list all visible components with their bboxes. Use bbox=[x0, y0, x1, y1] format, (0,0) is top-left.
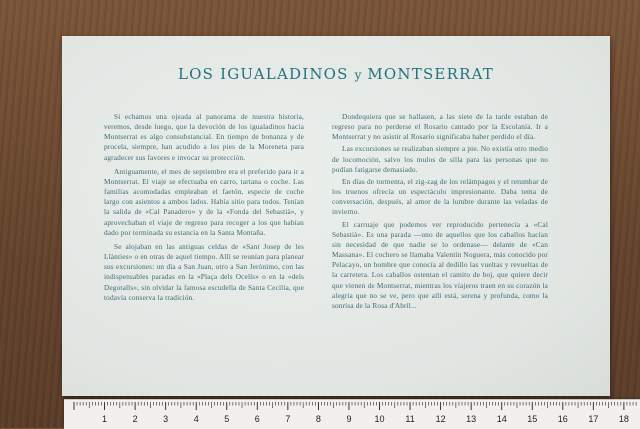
ruler-number: 7 bbox=[285, 414, 291, 424]
paragraph: En días de tormenta, el zig-zag de los relámpagos y el retumbar de los truenos ofrecía un espectáculo impresionante. Daba tema de conversación, después, al amor de la lumbre durante las veladas de invierno. bbox=[332, 176, 548, 217]
ruler-scale bbox=[64, 400, 640, 429]
title-right: MONTSERRAT bbox=[367, 65, 494, 83]
ruler-number: 5 bbox=[224, 414, 230, 424]
paragraph: Se alojaban en las antiguas celdas de «Sant Josep de les Llànties» o en otras de aquel tiempo. Allí se reunían para planear sus excursiones: un día a San Juan, otro a San Jerónimo, con las indispensables paradas en la «Plaça dels Ocells» o en la «dels Degotalls», sin olvidar la famosa escudella de Santa Cecilia, que todavía conserva la tradición. bbox=[104, 241, 304, 302]
ruler-number: 18 bbox=[618, 414, 629, 424]
ruler-number: 15 bbox=[527, 414, 538, 424]
title-connector: y bbox=[354, 68, 362, 82]
measuring-ruler bbox=[64, 399, 640, 429]
ruler-number: 12 bbox=[435, 414, 446, 424]
ruler-number: 8 bbox=[315, 414, 321, 424]
ruler-number: 14 bbox=[496, 414, 507, 424]
ruler-number: 9 bbox=[346, 414, 352, 424]
left-column bbox=[104, 112, 304, 307]
ruler-number: 13 bbox=[466, 414, 477, 424]
document-sheet bbox=[62, 36, 610, 396]
ruler-number: 2 bbox=[132, 414, 138, 424]
paragraph: Dondequiera que se hallasen, a las siete de la tarde estaban de regreso para no perderse el Rosario cantado por la Escolanía. Ir a Montserrat y no asistir al Rosario significaba haber perdido el día. bbox=[332, 112, 548, 142]
ruler-number: 4 bbox=[193, 414, 199, 424]
ruler-number: 17 bbox=[588, 414, 599, 424]
title-left: LOS IGUALADINOS bbox=[177, 65, 349, 83]
paragraph: Las excursiones se realizaban siempre a pie. No existía otro medio de locomoción, salvo los mulos de silla para las personas que no podían fatigarse demasiado. bbox=[332, 144, 548, 174]
ruler-number: 10 bbox=[374, 414, 385, 424]
paragraph: El carruaje que podemos ver reproducido pertenecía a «Cal Sebastià». Es una parada —uno de aquellos que los caballos hacían sin necesidad de que nadie se lo ordenase— delante de «Can Massana». El cochero se llamaba Valentín Noguera, más conocido por Pelacayo, un hombre que conocía al dedillo las vueltas y revueltas de la carretera. Los caballos ostentan el ramito de boj, que quiere decir que vienen de Montserrat, mientras los viajeros traen en su corazón la alegría que no se ve, pero que allí está, serena y profunda, como la sonrisa de la Rosa d'Abril... bbox=[332, 219, 548, 310]
ruler-number: 1 bbox=[102, 414, 108, 424]
page-title bbox=[62, 65, 610, 83]
ruler-number: 16 bbox=[557, 414, 568, 424]
paragraph: Antiguamente, el mes de septiembre era el preferido para ir a Montserrat. El viaje se efectuaba en carro, tartana o coche. Las familias acomodadas empleaban el faetón, especie de coche largo con asientos a ambos lados. Había sitio para todos. Tenían la salida de «Cal Panadero» y de la «Fonda del Sebastià», y aprovechaban el viaje de regreso para recoger a los que habían dado por terminada su estancia en la Santa Montaña. bbox=[104, 166, 304, 237]
paragraph: Si echamos una ojeada al panorama de nuestra historia, veremos, desde luego, que la devoción de los igualadinos hacia Montserrat es algo consubstancial. En tiempo de bonanza y de procela, siempre, han acudido a los pies de la Moreneta para agradecer sus favores e invocar su protección. bbox=[104, 112, 304, 162]
ruler-number: 11 bbox=[405, 414, 415, 424]
ruler-number: 6 bbox=[254, 414, 260, 424]
ruler-number: 3 bbox=[163, 414, 169, 424]
right-column bbox=[332, 112, 548, 313]
